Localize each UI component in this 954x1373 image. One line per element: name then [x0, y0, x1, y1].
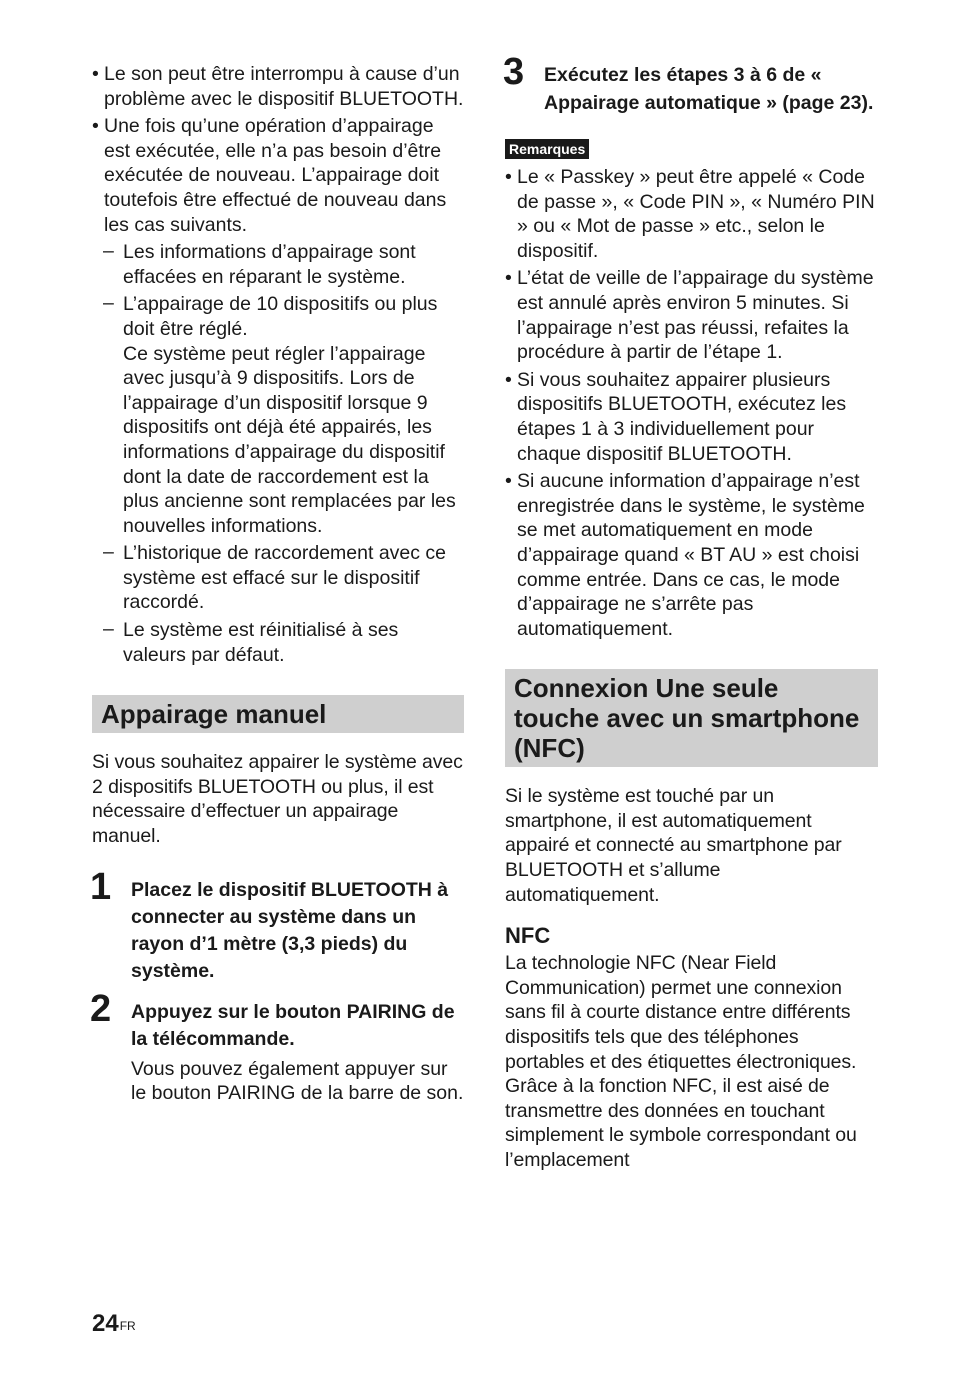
- remarks-label: Remarques: [505, 139, 589, 159]
- remark-text: Si aucune information d’appairage n’est enregistrée dans le système, le système se met automatiquement en mode d’appairage quand « BT AU » est choisi comme entrée. Dans ce cas, le mode d’appairage ne s’arrête pas automatiquement.: [517, 470, 865, 640]
- remark-text: Le « Passkey » peut être appelé « Code de passe », « Code PIN », « Numéro PIN » ou « Mot de passe » etc., selon le dispositif.: [517, 166, 875, 262]
- step-3: [503, 51, 878, 117]
- left-column: [92, 62, 464, 1106]
- bullet-dot: •: [505, 267, 512, 290]
- section-title-nfc: Connexion Une seule touche avec un smartphone (NFC): [505, 669, 878, 767]
- dash-item: [92, 541, 464, 615]
- remark-item: [505, 469, 878, 641]
- page-number: [92, 1310, 136, 1338]
- remark-text: L’état de veille de l’appairage du système est annulé après environ 5 minutes. Si l’appairage n’est pas réussi, refaites la procédure à partir de l’étape 1.: [517, 267, 874, 364]
- section-intro: Si vous souhaitez appairer le système avec 2 dispositifs BLUETOOTH ou plus, il est nécessaire d’effectuer un appairage manuel.: [92, 751, 463, 848]
- step-title: Placez le dispositif BLUETOOTH à connecter au système dans un rayon d’1 mètre (3,3 pieds) du système.: [131, 878, 449, 982]
- page-number-value: 24: [92, 1310, 119, 1337]
- step-description: Vous pouvez également appuyer sur le bouton PAIRING de la barre de son.: [131, 1057, 464, 1105]
- bullet-dot: •: [505, 470, 512, 493]
- right-column: [503, 51, 878, 1173]
- section-intro: Si le système est touché par un smartphone, il est automatiquement appairé et connecté au smartphone par BLUETOOTH et s’allume automatiquement.: [505, 785, 842, 906]
- bullet-item: [92, 114, 464, 237]
- dash-text: Le système est réinitialisé à ses valeurs par défaut.: [123, 619, 399, 666]
- remarks-block: [505, 139, 878, 641]
- step-number: 1: [90, 865, 112, 908]
- dash-text: L’historique de raccordement avec ce système est effacé sur le dispositif raccordé.: [123, 542, 447, 614]
- section-title-appairage-manuel: Appairage manuel: [92, 695, 464, 733]
- step-title: Exécutez les étapes 3 à 6 de « Appairage automatique » (page 23).: [544, 64, 874, 114]
- dash-item: [92, 618, 464, 667]
- bullet-item: [92, 62, 464, 111]
- dash-item: [92, 240, 464, 289]
- bullet-dot: •: [92, 63, 99, 85]
- remark-item: [505, 266, 878, 364]
- bullet-dot: •: [505, 166, 512, 188]
- nfc-text: La technologie NFC (Near Field Communication) permet une connexion sans fil à courte distance entre différents dispositifs tels que des téléphones portables et des étiquettes électroniques. Grâce à la fonction NFC, il est aisé de transmettre des données en touchant simplement le symbole correspondant ou l’emplacement: [505, 952, 857, 1171]
- step-number: 3: [503, 51, 525, 93]
- step-1: [90, 865, 464, 985]
- step-number: 2: [90, 987, 112, 1030]
- remark-item: [505, 368, 878, 466]
- remark-text: Si vous souhaitez appairer plusieurs dispositifs BLUETOOTH, exécutez les étapes 1 à 3 individuellement pour chaque dispositif BLUETOOTH.: [517, 368, 847, 465]
- dash-extra-text: Ce système peut régler l’appairage avec jusqu’à 9 dispositifs. Lors de l’appairage d’un dispositif lorsque 9 dispositifs ont déjà été appairés, les informations d’appairage du dispositif dont la date de raccordement est la plus ancienne sont remplacées par les nouvelles informations.: [123, 342, 456, 537]
- bullet-dot: •: [505, 368, 512, 391]
- step-2: [90, 987, 464, 1106]
- remark-item: [505, 165, 878, 263]
- dash-mark: –: [103, 541, 114, 564]
- dash-mark: –: [103, 240, 114, 263]
- bullet-text: Le son peut être interrompu à cause d’un problème avec le dispositif BLUETOOTH.: [104, 63, 464, 110]
- dash-text: Les informations d’appairage sont effacées en réparant le système.: [123, 241, 416, 288]
- dash-item: [92, 292, 464, 538]
- bullet-text: Une fois qu’une opération d’appairage est exécutée, elle n’a pas besoin d’être exécutée de nouveau. L’appairage doit toutefois être effectué de nouveau dans les cas suivants.: [104, 115, 447, 236]
- page-language-code: FR: [119, 1319, 136, 1333]
- step-title: Appuyez sur le bouton PAIRING de la télécommande.: [131, 1000, 455, 1050]
- bullet-dot: •: [92, 115, 99, 138]
- dash-mark: –: [103, 292, 114, 315]
- dash-text: L’appairage de 10 dispositifs ou plus doit être réglé.: [123, 293, 438, 340]
- dash-mark: –: [103, 618, 114, 641]
- nfc-heading: NFC: [505, 923, 551, 949]
